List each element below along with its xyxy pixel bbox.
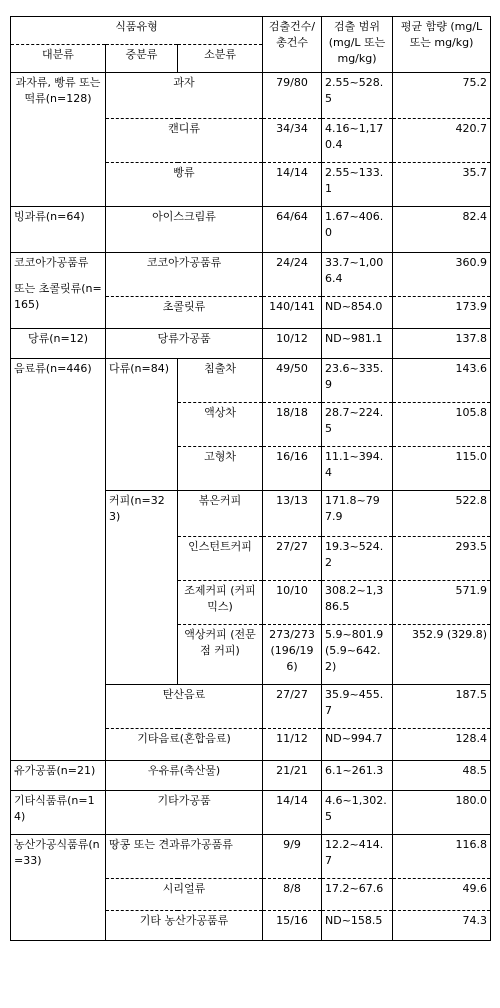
item-name: 빵류 (106, 163, 263, 207)
major-line-a: 코코아가공품류 (14, 256, 89, 269)
major-cell: 당류(n=12) (11, 329, 106, 359)
item-name: 인스턴트커피 (178, 537, 263, 581)
detect-range: 4.6~1,302.5 (322, 791, 393, 835)
detect-count: 24/24 (263, 253, 322, 297)
detect-count: 11/12 (263, 729, 322, 761)
item-name: 조제커피 (커피믹스) (178, 581, 263, 625)
item-name: 고형차 (178, 447, 263, 491)
detect-range: 2.55~528.5 (322, 73, 393, 119)
middle-cell: 다류(n=84) (106, 359, 178, 491)
average-value: 128.4 (393, 729, 491, 761)
major-cell: 농산가공식품류(n=33) (11, 835, 106, 941)
average-value: 74.3 (393, 911, 491, 941)
average-value: 35.7 (393, 163, 491, 207)
item-name: 기타 농산가공품류 (106, 911, 263, 941)
detect-count: 27/27 (263, 685, 322, 729)
detect-range: 1.67~406.0 (322, 207, 393, 253)
major-cell: 과자류, 빵류 또는 떡류(n=128) (11, 73, 106, 207)
detect-count: 14/14 (263, 791, 322, 835)
header-middle: 중분류 (106, 45, 178, 73)
detect-count: 10/12 (263, 329, 322, 359)
detect-count: 64/64 (263, 207, 322, 253)
detect-count: 34/34 (263, 119, 322, 163)
detect-range: 171.8~797.9 (322, 491, 393, 537)
detect-count: 27/27 (263, 537, 322, 581)
middle-cell: 커피(n=323) (106, 491, 178, 685)
detect-range: 28.7~224.5 (322, 403, 393, 447)
header-major: 대분류 (11, 45, 106, 73)
item-name: 초콜릿류 (106, 297, 263, 329)
detect-count: 273/273 (196/196) (263, 625, 322, 685)
item-name: 볶은커피 (178, 491, 263, 537)
average-value: 173.9 (393, 297, 491, 329)
detect-count: 49/50 (263, 359, 322, 403)
item-name: 기타가공품 (106, 791, 263, 835)
header-average: 평균 함량 (mg/L 또는 mg/kg) (393, 17, 491, 73)
average-value: 143.6 (393, 359, 491, 403)
major-cell: 유가공품(n=21) (11, 761, 106, 791)
item-name: 과자 (106, 73, 263, 119)
major-cell: 기타식품류(n=14) (11, 791, 106, 835)
detect-count: 10/10 (263, 581, 322, 625)
detect-count: 8/8 (263, 879, 322, 911)
major-cell (11, 253, 106, 329)
detect-range: 19.3~524.2 (322, 537, 393, 581)
item-name: 땅콩 또는 견과류가공품류 (106, 835, 263, 879)
item-name: 코코아가공품류 (106, 253, 263, 297)
detect-range: 5.9~801.9 (5.9~642.2) (322, 625, 393, 685)
average-value: 115.0 (393, 447, 491, 491)
header-detect-count: 검출건수/총건수 (263, 17, 322, 73)
item-name: 당류가공품 (106, 329, 263, 359)
detect-range: 308.2~1,386.5 (322, 581, 393, 625)
detect-range: 17.2~67.6 (322, 879, 393, 911)
detect-range: 12.2~414.7 (322, 835, 393, 879)
detect-count: 79/80 (263, 73, 322, 119)
item-name: 액상커피 (전문점 커피) (178, 625, 263, 685)
major-cell: 음료류(n=446) (11, 359, 106, 761)
average-value: 49.6 (393, 879, 491, 911)
header-food-type: 식품유형 (11, 17, 263, 45)
average-value: 522.8 (393, 491, 491, 537)
major-line-b: 또는 초콜릿류(n=165) (14, 282, 102, 311)
caffeine-table (10, 16, 491, 941)
detect-count: 140/141 (263, 297, 322, 329)
average-value: 82.4 (393, 207, 491, 253)
detect-range: ND~158.5 (322, 911, 393, 941)
average-value: 75.2 (393, 73, 491, 119)
average-value: 105.8 (393, 403, 491, 447)
average-value: 116.8 (393, 835, 491, 879)
detect-count: 21/21 (263, 761, 322, 791)
average-value: 137.8 (393, 329, 491, 359)
detect-range: 23.6~335.9 (322, 359, 393, 403)
item-name: 액상차 (178, 403, 263, 447)
detect-count: 15/16 (263, 911, 322, 941)
detect-count: 9/9 (263, 835, 322, 879)
major-cell: 빙과류(n=64) (11, 207, 106, 253)
detect-range: 33.7~1,006.4 (322, 253, 393, 297)
item-name: 탄산음료 (106, 685, 263, 729)
detect-range: ND~854.0 (322, 297, 393, 329)
detect-count: 14/14 (263, 163, 322, 207)
average-value: 360.9 (393, 253, 491, 297)
average-value: 420.7 (393, 119, 491, 163)
detect-range: 2.55~133.1 (322, 163, 393, 207)
average-value: 180.0 (393, 791, 491, 835)
detect-count: 16/16 (263, 447, 322, 491)
average-value: 293.5 (393, 537, 491, 581)
detect-range: ND~981.1 (322, 329, 393, 359)
item-name: 아이스크림류 (106, 207, 263, 253)
detect-range: 35.9~455.7 (322, 685, 393, 729)
detect-range: 4.16~1,170.4 (322, 119, 393, 163)
average-value: 187.5 (393, 685, 491, 729)
header-minor: 소분류 (178, 45, 263, 73)
detect-count: 13/13 (263, 491, 322, 537)
detect-range: 6.1~261.3 (322, 761, 393, 791)
average-value: 571.9 (393, 581, 491, 625)
detect-count: 18/18 (263, 403, 322, 447)
item-name: 시리얼류 (106, 879, 263, 911)
average-value: 352.9 (329.8) (393, 625, 491, 685)
average-value: 48.5 (393, 761, 491, 791)
detect-range: 11.1~394.4 (322, 447, 393, 491)
item-name: 우유류(축산물) (106, 761, 263, 791)
item-name: 캔디류 (106, 119, 263, 163)
header-detect-range: 검출 범위 (mg/L 또는 mg/kg) (322, 17, 393, 73)
detect-range: ND~994.7 (322, 729, 393, 761)
item-name: 기타음료(혼합음료) (106, 729, 263, 761)
item-name: 침출차 (178, 359, 263, 403)
